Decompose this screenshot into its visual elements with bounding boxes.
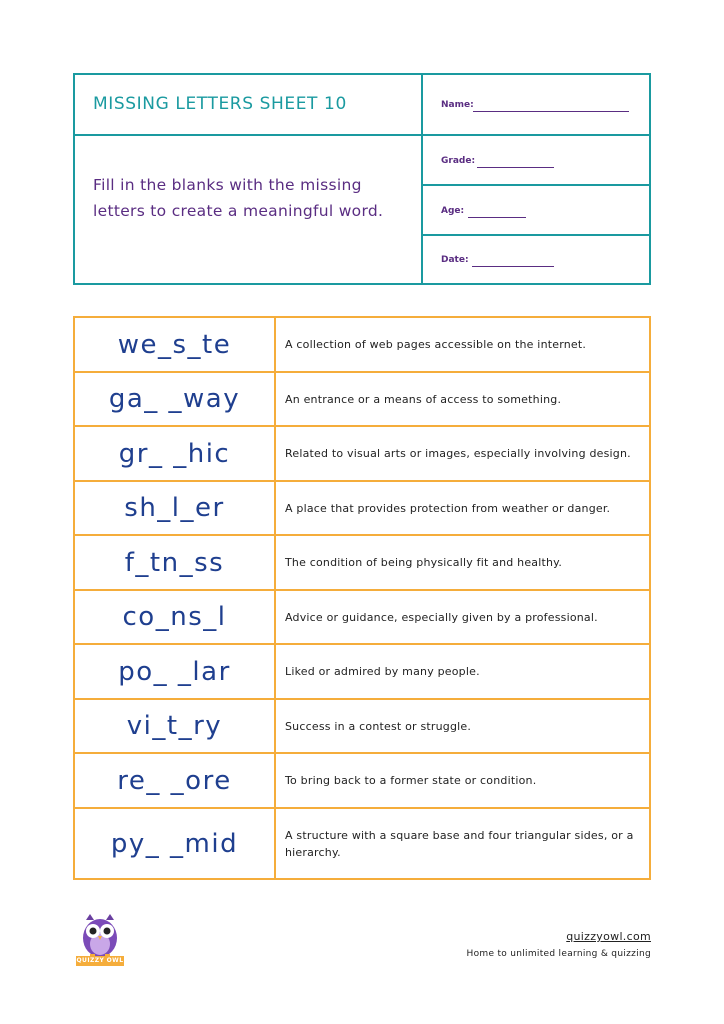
quizzy-owl-logo [76,914,124,966]
missing-letter-word[interactable]: py_ _mid [75,809,276,878]
table-row [75,591,649,645]
sheet-title: MISSING LETTERS SHEET 10 [93,94,347,114]
missing-letter-word[interactable]: sh_l_er [75,482,276,534]
tagline: Home to unlimited learning & quizzing [466,949,651,959]
word-definition: Related to visual arts or images, especially involving design. [285,447,631,460]
table-row [75,318,649,373]
grade-field[interactable] [423,136,651,186]
instructions-text: Fill in the blanks with the missing letters to create a meaningful word. [93,176,384,220]
missing-letter-word[interactable]: gr_ _hic [75,427,276,480]
site-link[interactable]: quizzyowl.com [566,930,651,943]
word-definition: An entrance or a means of access to something. [285,392,562,406]
owl-icon [76,914,124,958]
word-definition: Success in a contest or struggle. [285,719,472,733]
table-row [75,536,649,591]
missing-letter-word[interactable]: ga_ _way [75,373,276,425]
word-definition: To bring back to a former state or condition. [285,774,537,787]
word-definition: Advice or guidance, especially given by a professional. [285,610,598,624]
name-field[interactable] [423,75,651,136]
name-label: Name: [441,100,474,110]
word-definition: Liked or admired by many people. [285,665,480,678]
age-blank-line[interactable] [468,217,526,218]
title-cell [75,75,423,136]
missing-letter-word[interactable]: re_ _ore [75,754,276,807]
table-row [75,754,649,809]
word-definition: A place that provides protection from weather or danger. [285,501,611,515]
age-field[interactable] [423,186,651,236]
missing-letter-word[interactable]: vi_t_ry [75,700,276,752]
grade-blank-line[interactable] [477,167,554,168]
name-blank-line[interactable] [473,111,629,112]
date-label: Date: [441,255,469,265]
word-definition: A collection of web pages accessible on the internet. [285,338,587,351]
missing-letter-word[interactable]: we_s_te [75,318,276,371]
instructions-cell [75,136,423,285]
logo-wordmark: QUIZZY OWL [76,957,124,964]
word-definition: The condition of being physically fit and healthy. [285,556,563,569]
table-row [75,700,649,754]
word-definition: A structure with a square base and four triangular sides, or a hierarchy. [285,828,634,859]
table-row [75,809,649,878]
table-row [75,373,649,427]
missing-letter-word[interactable]: f_tn_ss [75,536,276,589]
date-field[interactable] [423,236,651,283]
table-row [75,645,649,700]
word-table [73,316,651,880]
table-row [75,482,649,536]
table-row [75,427,649,482]
age-label: Age: [441,206,465,216]
worksheet-header [73,73,651,285]
missing-letter-word[interactable]: co_ns_l [75,591,276,643]
date-blank-line[interactable] [472,266,554,267]
grade-label: Grade: [441,156,476,166]
missing-letter-word[interactable]: po_ _lar [75,645,276,698]
